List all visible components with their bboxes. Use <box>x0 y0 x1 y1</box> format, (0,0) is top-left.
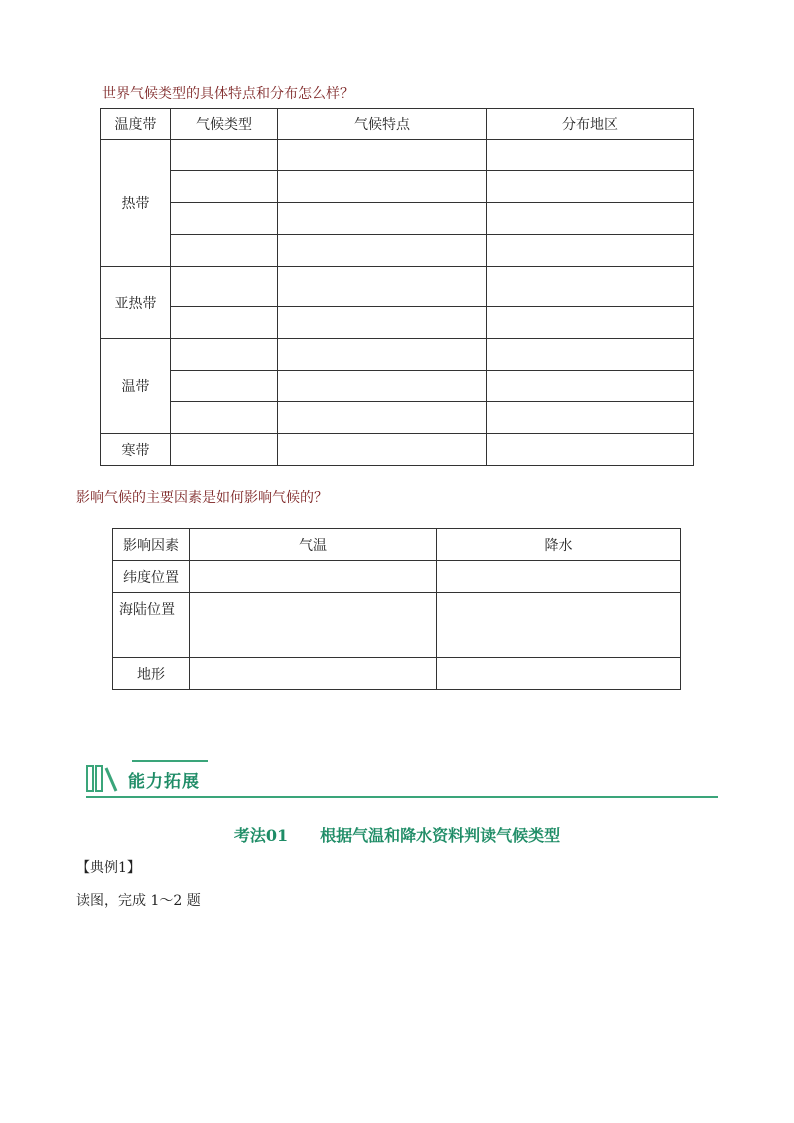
header-precipitation: 降水 <box>437 529 681 561</box>
blank-cell[interactable] <box>437 593 681 658</box>
blank-cell[interactable] <box>278 307 487 339</box>
blank-cell[interactable] <box>171 235 278 267</box>
blank-cell[interactable] <box>487 235 694 267</box>
table-row <box>101 140 694 171</box>
factor-latitude: 纬度位置 <box>113 561 190 593</box>
blank-cell[interactable] <box>171 307 278 339</box>
blank-cell[interactable] <box>171 203 278 235</box>
blank-cell[interactable] <box>190 593 437 658</box>
blank-cell[interactable] <box>171 171 278 203</box>
blank-cell[interactable] <box>278 235 487 267</box>
blank-cell[interactable] <box>171 339 278 371</box>
blank-cell[interactable] <box>278 267 487 307</box>
zone-temperate: 温带 <box>101 339 171 434</box>
example-label: 【典例1】 <box>76 860 141 876</box>
blank-cell[interactable] <box>190 561 437 593</box>
header-temperature: 气温 <box>190 529 437 561</box>
blank-cell[interactable] <box>487 140 694 171</box>
blank-cell[interactable] <box>278 171 487 203</box>
table-row <box>101 339 694 371</box>
blank-cell[interactable] <box>171 402 278 434</box>
blank-cell[interactable] <box>487 402 694 434</box>
blank-cell[interactable] <box>487 434 694 466</box>
header-climate-type: 气候类型 <box>171 109 278 140</box>
table-row <box>113 658 681 690</box>
climate-types-table <box>100 108 694 466</box>
table-row <box>101 402 694 434</box>
factor-terrain: 地形 <box>113 658 190 690</box>
section-divider <box>86 796 718 798</box>
blank-cell[interactable] <box>171 434 278 466</box>
method-title: 根据气温和降水资料判读气候类型 <box>320 826 561 845</box>
blank-cell[interactable] <box>278 203 487 235</box>
zone-subtropical: 亚热带 <box>101 267 171 339</box>
zone-tropical: 热带 <box>101 140 171 267</box>
blank-cell[interactable] <box>487 339 694 371</box>
table-row <box>101 203 694 235</box>
method-heading <box>0 823 794 846</box>
blank-cell[interactable] <box>278 339 487 371</box>
table-row <box>113 593 681 658</box>
header-climate-features: 气候特点 <box>278 109 487 140</box>
table-row <box>101 267 694 307</box>
blank-cell[interactable] <box>487 171 694 203</box>
table-row <box>101 371 694 402</box>
table-row <box>113 561 681 593</box>
blank-cell[interactable] <box>190 658 437 690</box>
blank-cell[interactable] <box>487 203 694 235</box>
zone-frigid: 寒带 <box>101 434 171 466</box>
blank-cell[interactable] <box>437 658 681 690</box>
factor-land-sea: 海陆位置 <box>113 593 190 658</box>
method-label: 考法01 <box>233 826 289 845</box>
header-temperature-zone: 温度带 <box>101 109 171 140</box>
blank-cell[interactable] <box>278 434 487 466</box>
climate-factors-table <box>112 528 681 690</box>
blank-cell[interactable] <box>278 140 487 171</box>
factors-question: 影响气候的主要因素是如何影响气候的？ <box>76 490 328 506</box>
blank-cell[interactable] <box>171 140 278 171</box>
instruction-text: 读图，完成 1～2 题 <box>76 893 201 909</box>
blank-cell[interactable] <box>278 371 487 402</box>
table-row <box>101 235 694 267</box>
section-top-line <box>132 760 208 762</box>
table-row <box>101 434 694 466</box>
blank-cell[interactable] <box>487 267 694 307</box>
blank-cell[interactable] <box>171 267 278 307</box>
table-header-row <box>113 529 681 561</box>
books-icon <box>86 764 126 798</box>
blank-cell[interactable] <box>437 561 681 593</box>
section-title: 能力拓展 <box>128 772 200 792</box>
blank-cell[interactable] <box>487 371 694 402</box>
table-row <box>101 307 694 339</box>
table-row <box>101 171 694 203</box>
header-factor: 影响因素 <box>113 529 190 561</box>
table-header-row <box>101 109 694 140</box>
blank-cell[interactable] <box>171 371 278 402</box>
climate-question: 世界气候类型的具体特点和分布怎么样？ <box>102 86 354 102</box>
header-distribution: 分布地区 <box>487 109 694 140</box>
blank-cell[interactable] <box>278 402 487 434</box>
blank-cell[interactable] <box>487 307 694 339</box>
